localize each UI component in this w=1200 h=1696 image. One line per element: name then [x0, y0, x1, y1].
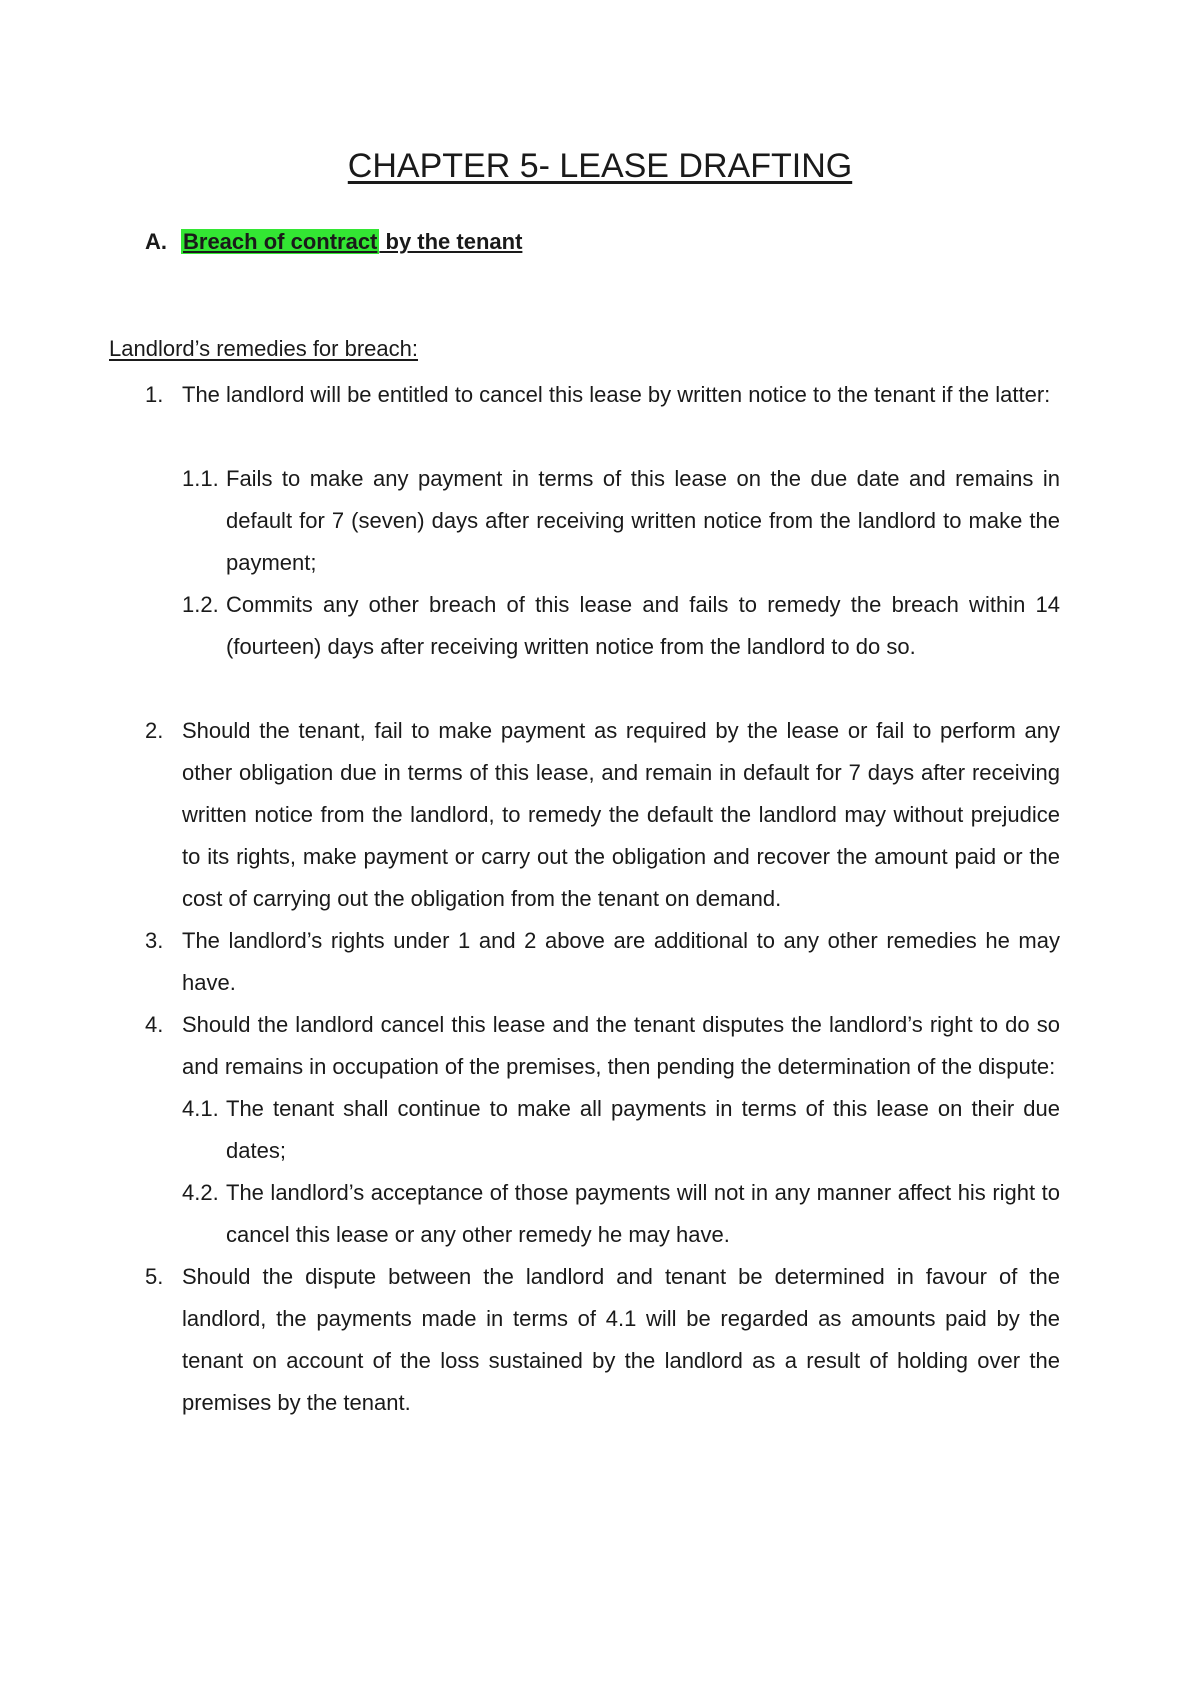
item-text: Should the dispute between the landlord and tenant be determined in favour of the landlord, the payments made in terms of 4.1 will be regarded as amounts paid by the tenant on account of the loss sustained by the landlord as a result of holding over the premises by the tenant. — [182, 1264, 1060, 1415]
item-text: Should the landlord cancel this lease and the tenant disputes the landlord’s right to do so and remains in occupation of the premises, then pending the determination of the dispute: — [182, 1012, 1060, 1079]
item-text: Commits any other breach of this lease and fails to remedy the breach within 14 (fourteen) days after receiving written notice from the landlord to do so. — [226, 592, 1060, 659]
item-text: The tenant shall continue to make all payments in terms of this lease on their due dates; — [226, 1096, 1060, 1163]
item-number: 5. — [145, 1264, 164, 1289]
item-text: Fails to make any payment in terms of this lease on the due date and remains in default for 7 (seven) days after receiving written notice from the landlord to make the payment; — [226, 466, 1060, 575]
list-item-4-2 — [0, 1172, 1060, 1256]
remedies-subheading: Landlord’s remedies for breach: — [109, 336, 418, 361]
list-item-1-1 — [0, 458, 1060, 584]
list-item-5 — [0, 1256, 1060, 1424]
item-number: 4. — [145, 1012, 164, 1037]
highlighted-text: Breach of contract — [183, 229, 378, 254]
remedies-list — [0, 374, 1200, 1424]
item-text: The landlord’s acceptance of those payments will not in any manner affect his right to cancel this lease or any other remedy he may have. — [226, 1180, 1060, 1247]
item-number: 1.2. — [182, 592, 219, 617]
section-heading-rest: by the tenant — [379, 229, 523, 254]
list-item-2 — [0, 710, 1060, 920]
item-number: 4.1. — [182, 1096, 219, 1121]
spacer — [0, 416, 1200, 458]
item-number: 1. — [145, 382, 164, 407]
chapter-title: CHAPTER 5- LEASE DRAFTING — [347, 147, 853, 185]
item-number: 1.1. — [182, 466, 219, 491]
item-number: 2. — [145, 718, 164, 743]
item-text: The landlord’s rights under 1 and 2 above are additional to any other remedies he may have. — [182, 928, 1060, 995]
list-item-4 — [0, 1004, 1060, 1088]
item-number: 4.2. — [182, 1180, 219, 1205]
section-heading-a — [145, 228, 522, 256]
spacer — [0, 668, 1200, 710]
item-text: Should the tenant, fail to make payment as required by the lease or fail to perform any other obligation due in terms of this lease, and remain in default for 7 days after receiving written notice from the landlord, to remedy the default the landlord may without prejudice to its rights, make payment or carry out the obligation and recover the amount paid or the cost of carrying out the obligation from the tenant on demand. — [182, 718, 1060, 911]
item-text: The landlord will be entitled to cancel this lease by written notice to the tenant if the latter: — [182, 382, 1051, 407]
section-letter: A. — [145, 229, 167, 254]
item-number: 3. — [145, 928, 164, 953]
list-item-1-2 — [0, 584, 1060, 668]
list-item-1 — [0, 374, 1060, 416]
list-item-4-1 — [0, 1088, 1060, 1172]
list-item-3 — [0, 920, 1060, 1004]
